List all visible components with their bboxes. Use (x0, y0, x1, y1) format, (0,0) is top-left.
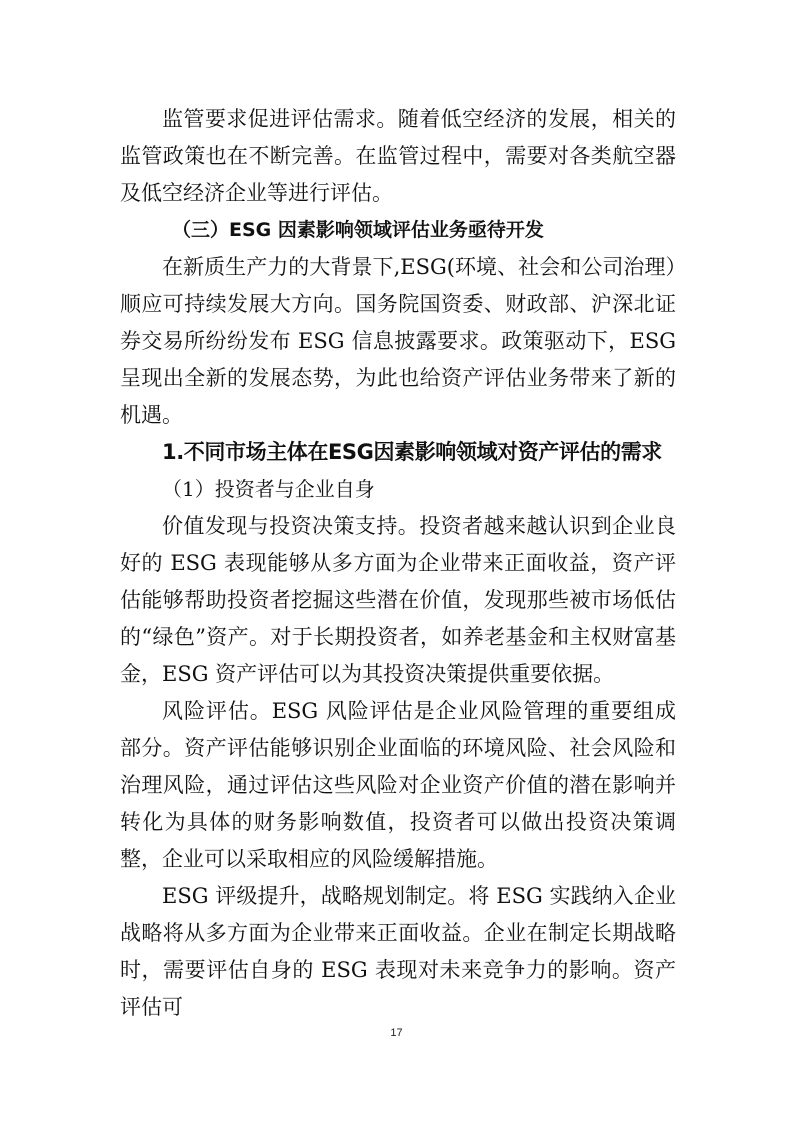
paragraph-esg-background: 在新质生产力的大背景下,ESG(环境、社会和公司治理）顺应可持续发展大方向。国务院国资委、财政部、沪深北证券交易所纷纷发布 ESG 信息披露要求。政策驱动下，ESG 呈现出全新的发展态势，为此也给资产评估业务带来了新的机遇。 (120, 255, 676, 427)
section-heading-esg: （三）ESG 因素影响领域评估业务亟待开发 (172, 219, 544, 241)
paragraph-esg-rating: ESG 评级提升，战略规划制定。将 ESG 实践纳入企业战略将从多方面为企业带来正面收益。企业在制定长期战略时，需要评估自身的 ESG 表现对未来竞争力的影响。资产评估可 (120, 884, 676, 1019)
page-body (120, 101, 676, 1026)
subsection-heading-market-demand: 1.不同市场主体在ESG因素影响领域对资产评估的需求 (162, 440, 662, 464)
sub-heading-investors: （1）投资者与企业自身 (162, 477, 375, 501)
paragraph-value-discovery: 价值发现与投资决策支持。投资者越来越认识到企业良好的 ESG 表现能够从多方面为企业带来正面收益，资产评估能够帮助投资者挖掘这些潜在价值，发现那些被市场低估的“绿色”资产。对于长期投资者，如养老基金和主权财富基金，ESG 资产评估可以为其投资决策提供重要依据。 (120, 514, 676, 686)
paragraph-regulatory-demand: 监管要求促进评估需求。随着低空经济的发展，相关的监管政策也在不断完善。在监管过程中，需要对各类航空器及低空经济企业等进行评估。 (120, 107, 676, 205)
page-number: 17 (390, 1027, 403, 1039)
paragraph-risk-assessment: 风险评估。ESG 风险评估是企业风险管理的重要组成部分。资产评估能够识别企业面临的环境风险、社会风险和治理风险，通过评估这些风险对企业资产价值的潜在影响并转化为具体的财务影响数值，投资者可以做出投资决策调整，企业可以采取相应的风险缓解措施。 (120, 699, 676, 871)
